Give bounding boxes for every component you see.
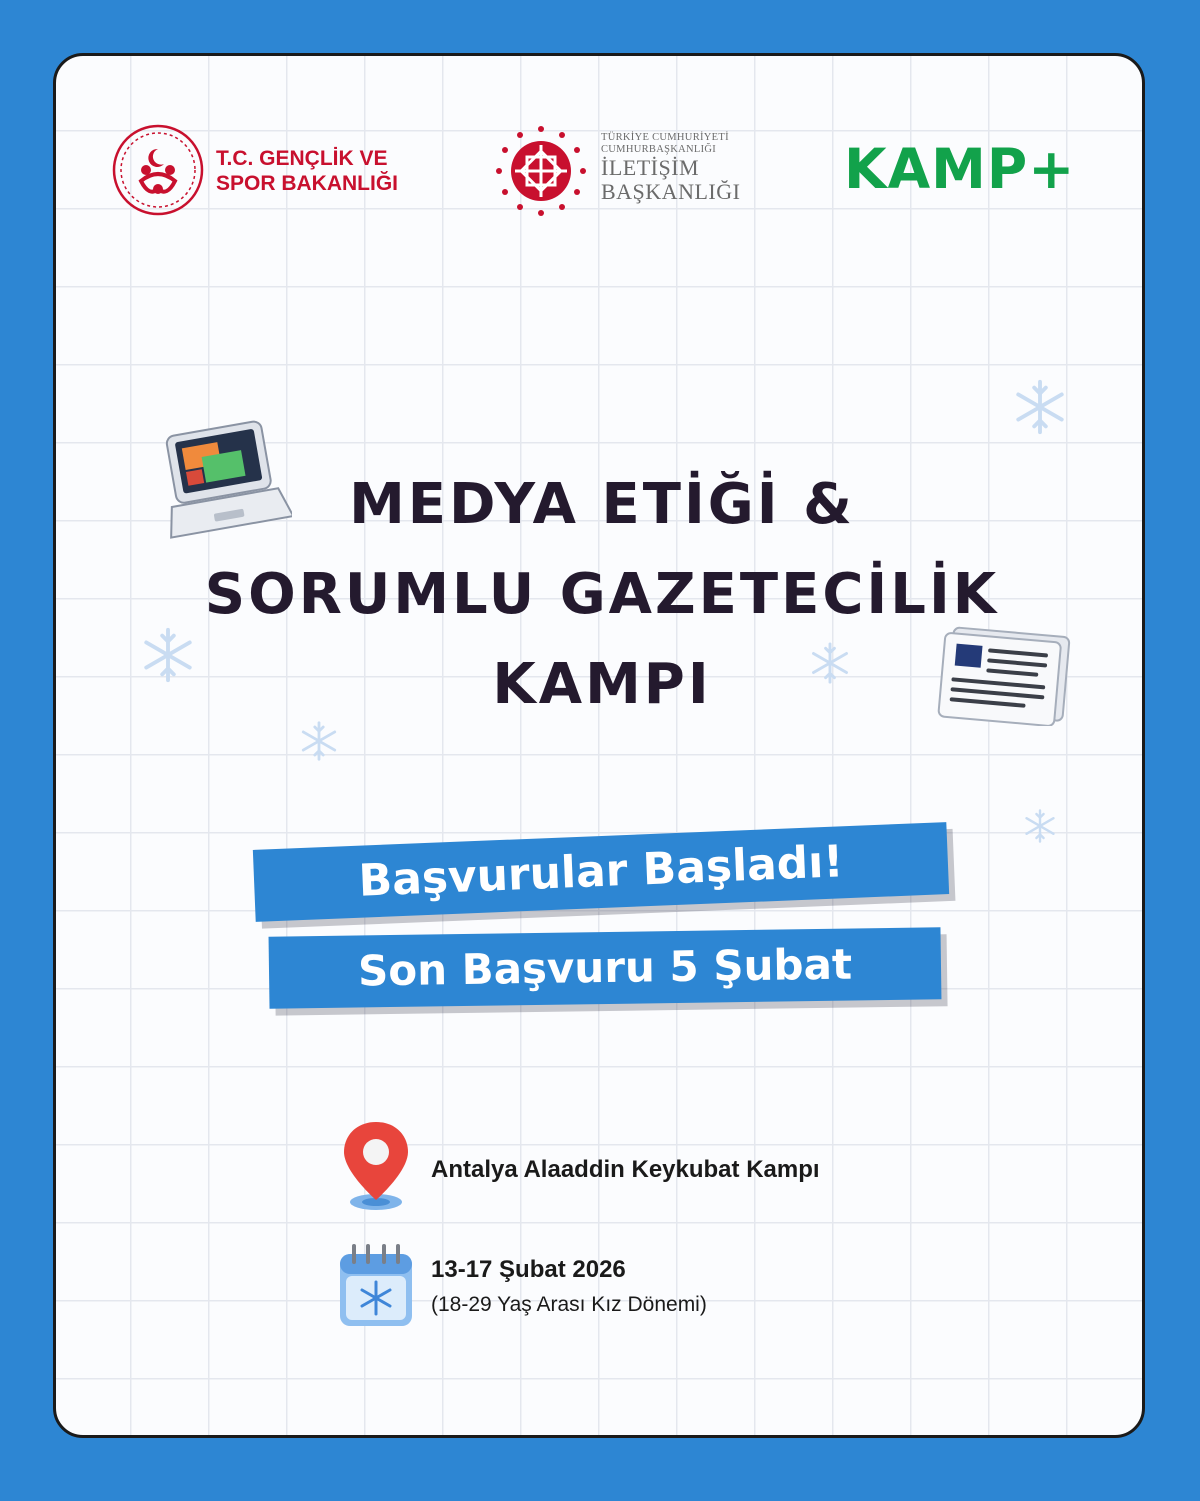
title-line2: SORUMLU GAZETECİLİK bbox=[204, 562, 1000, 627]
location-pin-icon bbox=[336, 1118, 416, 1213]
iletisim-small-line2: CUMHURBAŞKANLIĞI bbox=[601, 144, 717, 155]
calendar-icon bbox=[332, 1240, 420, 1330]
title-line3: KAMPI bbox=[492, 652, 712, 717]
iletisim-emblem-icon bbox=[493, 123, 589, 219]
deadline-banner: Son Başvuru 5 Şubat bbox=[269, 927, 942, 1008]
poster-card bbox=[53, 53, 1145, 1438]
iletisim-big-line1: İLETİŞİM bbox=[601, 155, 700, 180]
gsb-logo-text bbox=[216, 146, 446, 196]
gsb-line2: SPOR BAKANLIĞI bbox=[216, 172, 399, 195]
gsb-emblem-icon bbox=[111, 123, 205, 217]
applications-open-banner: Başvurular Başladı! bbox=[253, 822, 949, 922]
iletisim-logo-text bbox=[601, 132, 821, 204]
kamp-logo bbox=[844, 139, 1104, 199]
kamp-logo-text: KAMP+ bbox=[844, 137, 1076, 201]
iletisim-big-line2: BAŞKANLIĞI bbox=[601, 179, 741, 204]
snowflake-icon bbox=[1011, 378, 1069, 436]
period-text: (18-29 Yaş Arası Kız Dönemi) bbox=[431, 1293, 707, 1316]
gsb-line1: T.C. GENÇLİK VE bbox=[216, 147, 388, 170]
camp-title bbox=[56, 460, 1145, 730]
location-text: Antalya Alaaddin Keykubat Kampı bbox=[431, 1156, 820, 1183]
title-line1: MEDYA ETİĞİ & bbox=[349, 472, 855, 537]
date-text: 13-17 Şubat 2026 bbox=[431, 1256, 626, 1283]
iletisim-small-line1: TÜRKİYE CUMHURİYETİ bbox=[601, 132, 729, 143]
snowflake-icon bbox=[1022, 808, 1058, 844]
